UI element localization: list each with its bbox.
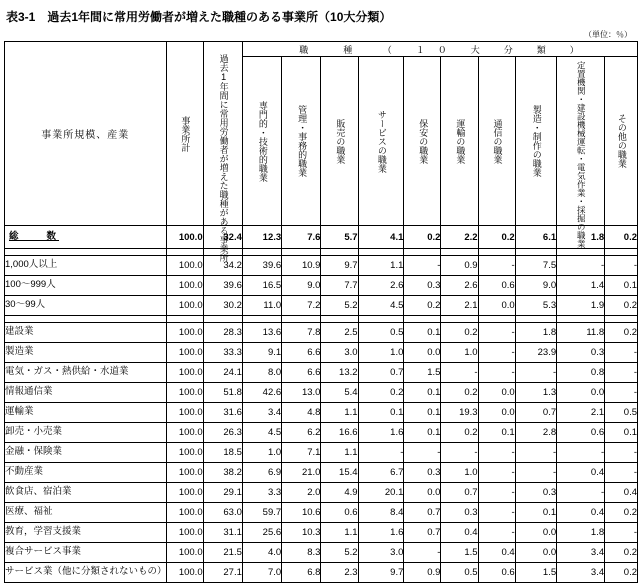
cell-c7: - bbox=[478, 323, 515, 343]
cell-c1: 3.4 bbox=[242, 403, 281, 423]
cell-increased: 38.2 bbox=[203, 463, 242, 483]
table-row bbox=[5, 503, 638, 523]
spacer-row bbox=[5, 316, 638, 323]
row-label: サービス業（他に分類されないもの） bbox=[5, 563, 167, 583]
table-row bbox=[5, 543, 638, 563]
cell-c8: 0.1 bbox=[515, 503, 556, 523]
cell-c2: 21.0 bbox=[282, 463, 321, 483]
table-header-group-row bbox=[5, 42, 638, 57]
cell-total: 100.0 bbox=[166, 563, 203, 583]
cell-c1: 4.0 bbox=[242, 543, 281, 563]
table-row bbox=[5, 443, 638, 463]
cell-c5: - bbox=[404, 543, 441, 563]
cell-c8: 1.3 bbox=[515, 383, 556, 403]
cell-increased: 18.5 bbox=[203, 443, 242, 463]
cell-c4: 0.7 bbox=[358, 363, 404, 383]
row-label: 30〜99人 bbox=[5, 296, 167, 316]
cell-total: 100.0 bbox=[166, 523, 203, 543]
cell-c8: 1.5 bbox=[515, 563, 556, 583]
cell-c4: 20.1 bbox=[358, 483, 404, 503]
cell-c6: 0.2 bbox=[441, 323, 478, 343]
unit-note: （単位：％） bbox=[584, 30, 632, 39]
page-title: 表3-1 過去1年間に常用労働者が増えた職種のある事業所（10大分類） bbox=[6, 10, 392, 24]
col-header-c3: 販売の職業 bbox=[321, 57, 358, 226]
cell-c10: 0.2 bbox=[605, 296, 638, 316]
cell-total: 100.0 bbox=[166, 296, 203, 316]
cell-c3: 13.2 bbox=[321, 363, 358, 383]
cell-c10: 0.1 bbox=[605, 276, 638, 296]
cell-increased: 28.3 bbox=[203, 323, 242, 343]
cell-c4: 2.6 bbox=[358, 276, 404, 296]
cell-c3: 2.5 bbox=[321, 323, 358, 343]
cell-c5: 0.0 bbox=[404, 483, 441, 503]
cell-total: 100.0 bbox=[166, 443, 203, 463]
cell-c9: - bbox=[557, 483, 605, 503]
cell-c10: 0.5 bbox=[605, 403, 638, 423]
cell-c3: 2.3 bbox=[321, 563, 358, 583]
cell-c2: 10.6 bbox=[282, 503, 321, 523]
cell-c4: 3.0 bbox=[358, 543, 404, 563]
cell-c2: 13.0 bbox=[282, 383, 321, 403]
cell-c1: 1.0 bbox=[242, 443, 281, 463]
cell-c3: 5.7 bbox=[321, 226, 358, 249]
cell-c3: 1.1 bbox=[321, 443, 358, 463]
cell-c1: 11.0 bbox=[242, 296, 281, 316]
cell-c2: 6.8 bbox=[282, 563, 321, 583]
cell-total: 100.0 bbox=[166, 503, 203, 523]
cell-c5: 0.1 bbox=[404, 403, 441, 423]
cell-c9: 1.8 bbox=[557, 523, 605, 543]
cell-c1: 39.6 bbox=[242, 256, 281, 276]
cell-c6: 1.0 bbox=[441, 463, 478, 483]
cell-total: 100.0 bbox=[166, 226, 203, 249]
cell-c8: 6.1 bbox=[515, 226, 556, 249]
cell-c1: 8.0 bbox=[242, 363, 281, 383]
cell-c8: - bbox=[515, 443, 556, 463]
cell-increased: 31.6 bbox=[203, 403, 242, 423]
cell-total: 100.0 bbox=[166, 363, 203, 383]
cell-c1: 7.0 bbox=[242, 563, 281, 583]
row-label: 運輸業 bbox=[5, 403, 167, 423]
cell-c7: 0.2 bbox=[478, 226, 515, 249]
table-row bbox=[5, 423, 638, 443]
cell-c5: - bbox=[404, 256, 441, 276]
cell-c2: 6.6 bbox=[282, 343, 321, 363]
cell-c7: - bbox=[478, 363, 515, 383]
cell-c1: 42.6 bbox=[242, 383, 281, 403]
table-row bbox=[5, 383, 638, 403]
row-label: 卸売・小売業 bbox=[5, 423, 167, 443]
cell-c3: 15.4 bbox=[321, 463, 358, 483]
table-row bbox=[5, 226, 638, 249]
cell-c9: 11.8 bbox=[557, 323, 605, 343]
cell-c1: 59.7 bbox=[242, 503, 281, 523]
row-label: 総 数 bbox=[5, 226, 167, 249]
cell-c3: 0.6 bbox=[321, 503, 358, 523]
cell-c5: 0.2 bbox=[404, 296, 441, 316]
cell-c4: - bbox=[358, 443, 404, 463]
cell-c8: 0.0 bbox=[515, 523, 556, 543]
row-header-label: 事業所規模、産業 bbox=[5, 42, 167, 226]
cell-c10: 0.2 bbox=[605, 543, 638, 563]
cell-c10: 0.2 bbox=[605, 503, 638, 523]
row-label: 医療、福祉 bbox=[5, 503, 167, 523]
cell-c7: 0.4 bbox=[478, 543, 515, 563]
cell-c3: 7.7 bbox=[321, 276, 358, 296]
cell-c9: - bbox=[557, 443, 605, 463]
col-header-c4: サービスの職業 bbox=[358, 57, 404, 226]
cell-c7: 0.1 bbox=[478, 423, 515, 443]
table-row bbox=[5, 403, 638, 423]
cell-c2: 7.6 bbox=[282, 226, 321, 249]
cell-c9: 0.0 bbox=[557, 383, 605, 403]
cell-c8: 9.0 bbox=[515, 276, 556, 296]
cell-c3: 5.4 bbox=[321, 383, 358, 403]
table-row bbox=[5, 296, 638, 316]
col-header-increased: 過去1年間に常用労働者が増えた職種がある事業所 bbox=[203, 42, 242, 226]
cell-c6: 0.2 bbox=[441, 383, 478, 403]
cell-c5: 0.7 bbox=[404, 523, 441, 543]
cell-c7: 0.6 bbox=[478, 276, 515, 296]
cell-c10: 0.4 bbox=[605, 483, 638, 503]
cell-c7: - bbox=[478, 443, 515, 463]
row-label: 不動産業 bbox=[5, 463, 167, 483]
cell-c8: 5.3 bbox=[515, 296, 556, 316]
row-label: 情報通信業 bbox=[5, 383, 167, 403]
cell-c7: 0.0 bbox=[478, 403, 515, 423]
cell-increased: 39.6 bbox=[203, 276, 242, 296]
row-label: 教育，学習支援業 bbox=[5, 523, 167, 543]
cell-c4: 0.2 bbox=[358, 383, 404, 403]
cell-c6: 0.9 bbox=[441, 256, 478, 276]
cell-c6: 2.6 bbox=[441, 276, 478, 296]
table-row bbox=[5, 343, 638, 363]
row-label: 1,000人以上 bbox=[5, 256, 167, 276]
cell-c5: 0.1 bbox=[404, 423, 441, 443]
table-row bbox=[5, 463, 638, 483]
cell-c6: 2.2 bbox=[441, 226, 478, 249]
cell-c2: 2.0 bbox=[282, 483, 321, 503]
cell-c9: 1.8 bbox=[557, 226, 605, 249]
cell-c2: 9.0 bbox=[282, 276, 321, 296]
cell-c2: 6.6 bbox=[282, 363, 321, 383]
cell-c9: 0.3 bbox=[557, 343, 605, 363]
cell-c1: 25.6 bbox=[242, 523, 281, 543]
col-header-c6: 運輸の職業 bbox=[441, 57, 478, 226]
cell-total: 100.0 bbox=[166, 276, 203, 296]
cell-c10: 0.2 bbox=[605, 323, 638, 343]
cell-c5: 0.9 bbox=[404, 563, 441, 583]
cell-c8: 1.8 bbox=[515, 323, 556, 343]
cell-c2: 6.2 bbox=[282, 423, 321, 443]
cell-c10: - bbox=[605, 256, 638, 276]
cell-c6: - bbox=[441, 363, 478, 383]
cell-total: 100.0 bbox=[166, 383, 203, 403]
cell-c4: 4.1 bbox=[358, 226, 404, 249]
cell-increased: 34.2 bbox=[203, 256, 242, 276]
cell-c1: 13.6 bbox=[242, 323, 281, 343]
table-row bbox=[5, 483, 638, 503]
table-body bbox=[5, 226, 638, 583]
cell-c10: - bbox=[605, 523, 638, 543]
cell-increased: 51.8 bbox=[203, 383, 242, 403]
col-header-c10: その他の職業 bbox=[605, 57, 638, 226]
cell-c6: 0.3 bbox=[441, 503, 478, 523]
cell-c7: - bbox=[478, 463, 515, 483]
cell-c2: 10.9 bbox=[282, 256, 321, 276]
cell-c9: 0.4 bbox=[557, 503, 605, 523]
row-label: 複合サービス事業 bbox=[5, 543, 167, 563]
cell-c5: 1.5 bbox=[404, 363, 441, 383]
cell-c9: - bbox=[557, 256, 605, 276]
col-header-c5: 保安の職業 bbox=[404, 57, 441, 226]
cell-increased: 26.3 bbox=[203, 423, 242, 443]
cell-c1: 16.5 bbox=[242, 276, 281, 296]
cell-c10: - bbox=[605, 383, 638, 403]
cell-c7: 0.0 bbox=[478, 383, 515, 403]
cell-c9: 1.4 bbox=[557, 276, 605, 296]
cell-c7: - bbox=[478, 256, 515, 276]
table-row bbox=[5, 523, 638, 543]
cell-c1: 12.3 bbox=[242, 226, 281, 249]
cell-increased: 29.1 bbox=[203, 483, 242, 503]
cell-c2: 8.3 bbox=[282, 543, 321, 563]
cell-c3: 9.7 bbox=[321, 256, 358, 276]
cell-increased: 33.3 bbox=[203, 343, 242, 363]
table-row bbox=[5, 323, 638, 343]
col-group-header-occupations: 職 種 （ １ ０ 大 分 類 ） bbox=[242, 42, 637, 57]
col-header-c2: 管理・事務的職業 bbox=[282, 57, 321, 226]
data-table bbox=[4, 41, 638, 583]
cell-c9: 3.4 bbox=[557, 543, 605, 563]
row-label: 金融・保険業 bbox=[5, 443, 167, 463]
cell-total: 100.0 bbox=[166, 423, 203, 443]
cell-c2: 4.8 bbox=[282, 403, 321, 423]
row-label: 電気・ガス・熱供給・水道業 bbox=[5, 363, 167, 383]
cell-c10: 0.1 bbox=[605, 423, 638, 443]
cell-c7: 0.0 bbox=[478, 296, 515, 316]
cell-c3: 1.1 bbox=[321, 403, 358, 423]
cell-total: 100.0 bbox=[166, 463, 203, 483]
cell-c1: 6.9 bbox=[242, 463, 281, 483]
cell-c4: 0.5 bbox=[358, 323, 404, 343]
col-header-c1: 専門的・技術的職業 bbox=[242, 57, 281, 226]
cell-c6: 2.1 bbox=[441, 296, 478, 316]
cell-c4: 1.0 bbox=[358, 343, 404, 363]
cell-c8: 2.8 bbox=[515, 423, 556, 443]
cell-c7: - bbox=[478, 503, 515, 523]
cell-increased: 24.1 bbox=[203, 363, 242, 383]
row-label: 製造業 bbox=[5, 343, 167, 363]
table-row bbox=[5, 563, 638, 583]
row-label: 100〜999人 bbox=[5, 276, 167, 296]
spacer-row bbox=[5, 249, 638, 256]
cell-c10: - bbox=[605, 363, 638, 383]
cell-c8: 0.7 bbox=[515, 403, 556, 423]
cell-c4: 1.1 bbox=[358, 256, 404, 276]
cell-c6: - bbox=[441, 443, 478, 463]
cell-c4: 8.4 bbox=[358, 503, 404, 523]
cell-c3: 4.9 bbox=[321, 483, 358, 503]
cell-c1: 9.1 bbox=[242, 343, 281, 363]
cell-c10: 0.2 bbox=[605, 563, 638, 583]
cell-c10: - bbox=[605, 343, 638, 363]
cell-total: 100.0 bbox=[166, 323, 203, 343]
cell-c7: - bbox=[478, 483, 515, 503]
table-row bbox=[5, 276, 638, 296]
col-header-c7: 通信の職業 bbox=[478, 57, 515, 226]
cell-c9: 1.9 bbox=[557, 296, 605, 316]
cell-c5: 0.1 bbox=[404, 323, 441, 343]
row-label: 飲食店、宿泊業 bbox=[5, 483, 167, 503]
cell-c6: 0.2 bbox=[441, 423, 478, 443]
cell-c7: - bbox=[478, 343, 515, 363]
cell-c2: 7.8 bbox=[282, 323, 321, 343]
cell-c6: 1.5 bbox=[441, 543, 478, 563]
cell-c6: 19.3 bbox=[441, 403, 478, 423]
cell-c4: 0.1 bbox=[358, 403, 404, 423]
cell-c6: 0.7 bbox=[441, 483, 478, 503]
cell-c4: 1.6 bbox=[358, 423, 404, 443]
cell-c10: - bbox=[605, 443, 638, 463]
cell-c3: 1.1 bbox=[321, 523, 358, 543]
cell-c5: 0.2 bbox=[404, 226, 441, 249]
cell-c4: 9.7 bbox=[358, 563, 404, 583]
cell-total: 100.0 bbox=[166, 403, 203, 423]
cell-c7: 0.6 bbox=[478, 563, 515, 583]
cell-c8: 0.0 bbox=[515, 543, 556, 563]
cell-c4: 6.7 bbox=[358, 463, 404, 483]
cell-increased: 27.1 bbox=[203, 563, 242, 583]
cell-c2: 7.2 bbox=[282, 296, 321, 316]
cell-c5: 0.7 bbox=[404, 503, 441, 523]
cell-c8: 0.3 bbox=[515, 483, 556, 503]
cell-c9: 2.1 bbox=[557, 403, 605, 423]
cell-total: 100.0 bbox=[166, 483, 203, 503]
col-header-total: 事業所計 bbox=[166, 42, 203, 226]
cell-increased: 32.4 bbox=[203, 226, 242, 249]
cell-increased: 63.0 bbox=[203, 503, 242, 523]
cell-c8: 23.9 bbox=[515, 343, 556, 363]
cell-c3: 3.0 bbox=[321, 343, 358, 363]
cell-c2: 10.3 bbox=[282, 523, 321, 543]
cell-c5: 0.1 bbox=[404, 383, 441, 403]
cell-c6: 1.0 bbox=[441, 343, 478, 363]
cell-total: 100.0 bbox=[166, 256, 203, 276]
cell-c2: 7.1 bbox=[282, 443, 321, 463]
cell-c5: 0.3 bbox=[404, 463, 441, 483]
cell-c9: 0.4 bbox=[557, 463, 605, 483]
cell-c8: - bbox=[515, 363, 556, 383]
cell-c6: 0.4 bbox=[441, 523, 478, 543]
cell-c10: - bbox=[605, 463, 638, 483]
cell-c4: 4.5 bbox=[358, 296, 404, 316]
cell-c9: 3.4 bbox=[557, 563, 605, 583]
cell-c9: 0.6 bbox=[557, 423, 605, 443]
cell-c5: 0.0 bbox=[404, 343, 441, 363]
row-label: 建設業 bbox=[5, 323, 167, 343]
cell-c1: 4.5 bbox=[242, 423, 281, 443]
cell-c4: 1.6 bbox=[358, 523, 404, 543]
cell-c5: 0.3 bbox=[404, 276, 441, 296]
table-row bbox=[5, 363, 638, 383]
cell-c3: 5.2 bbox=[321, 296, 358, 316]
cell-c8: - bbox=[515, 463, 556, 483]
cell-increased: 31.1 bbox=[203, 523, 242, 543]
cell-total: 100.0 bbox=[166, 343, 203, 363]
cell-c8: 7.5 bbox=[515, 256, 556, 276]
cell-c3: 16.6 bbox=[321, 423, 358, 443]
col-header-c8: 製造・制作の職業 bbox=[515, 57, 556, 226]
table-row bbox=[5, 256, 638, 276]
cell-total: 100.0 bbox=[166, 543, 203, 563]
cell-c9: 0.8 bbox=[557, 363, 605, 383]
cell-c10: 0.2 bbox=[605, 226, 638, 249]
cell-c3: 5.2 bbox=[321, 543, 358, 563]
cell-c5: - bbox=[404, 443, 441, 463]
cell-increased: 21.5 bbox=[203, 543, 242, 563]
cell-increased: 30.2 bbox=[203, 296, 242, 316]
cell-c6: 0.5 bbox=[441, 563, 478, 583]
cell-c1: 3.3 bbox=[242, 483, 281, 503]
cell-c7: - bbox=[478, 523, 515, 543]
col-header-c9: 定置機関・建設機械運転・電気作業・採掘の職業 bbox=[557, 57, 605, 226]
